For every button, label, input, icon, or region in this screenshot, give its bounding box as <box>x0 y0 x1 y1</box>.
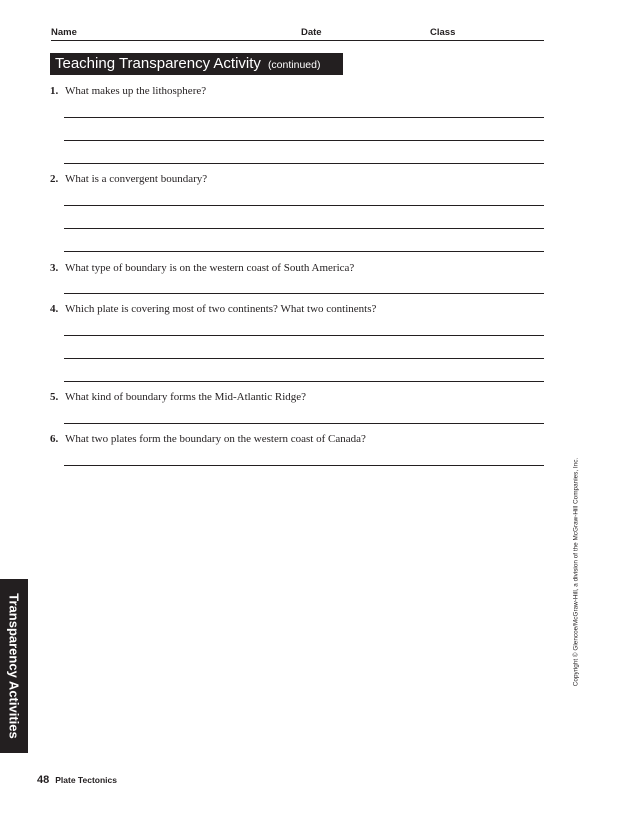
header-rule <box>51 40 544 41</box>
class-label: Class <box>430 27 456 38</box>
activity-banner <box>50 53 343 75</box>
question-number: 3. <box>50 262 59 274</box>
question-text: What is a convergent boundary? <box>65 173 208 185</box>
question-number: 2. <box>50 173 59 185</box>
copyright-text: Copyright © Glencoe/McGraw-Hill, a division of the McGraw-Hill Companies, Inc. <box>572 457 580 687</box>
answer-line[interactable] <box>64 423 544 424</box>
side-tab-label: Transparency Activities <box>6 593 22 739</box>
answer-line[interactable] <box>64 205 544 206</box>
question-number: 4. <box>50 303 59 315</box>
answer-line[interactable] <box>64 293 544 294</box>
answer-line[interactable] <box>64 251 544 252</box>
answer-line[interactable] <box>64 228 544 229</box>
question-number: 1. <box>50 85 59 97</box>
answer-line[interactable] <box>64 465 544 466</box>
answer-line[interactable] <box>64 381 544 382</box>
section-title: Plate Tectonics <box>55 775 117 785</box>
name-label: Name <box>51 27 77 38</box>
question-text: What kind of boundary forms the Mid-Atlantic Ridge? <box>65 391 307 403</box>
answer-line[interactable] <box>64 117 544 118</box>
date-label: Date <box>301 27 322 38</box>
banner-title: Teaching Transparency Activity <box>55 55 261 72</box>
answer-line[interactable] <box>64 358 544 359</box>
answer-line[interactable] <box>64 140 544 141</box>
banner-subtitle: (continued) <box>267 59 321 71</box>
question-text: Which plate is covering most of two continents? What two continents? <box>65 303 377 315</box>
question-number: 6. <box>50 433 59 445</box>
answer-line[interactable] <box>64 163 544 164</box>
answer-line[interactable] <box>64 335 544 336</box>
side-tab <box>0 579 28 753</box>
question-number: 5. <box>50 391 59 403</box>
question-4 <box>50 303 376 315</box>
question-text: What two plates form the boundary on the western coast of Canada? <box>65 433 366 445</box>
question-3 <box>50 262 354 274</box>
page-footer <box>37 770 117 788</box>
question-2 <box>50 173 207 185</box>
question-text: What type of boundary is on the western coast of South America? <box>65 262 355 274</box>
page-number: 48 <box>37 774 50 786</box>
question-1 <box>50 85 206 97</box>
question-6 <box>50 433 366 445</box>
question-5 <box>50 391 306 403</box>
question-text: What makes up the lithosphere? <box>65 85 207 97</box>
